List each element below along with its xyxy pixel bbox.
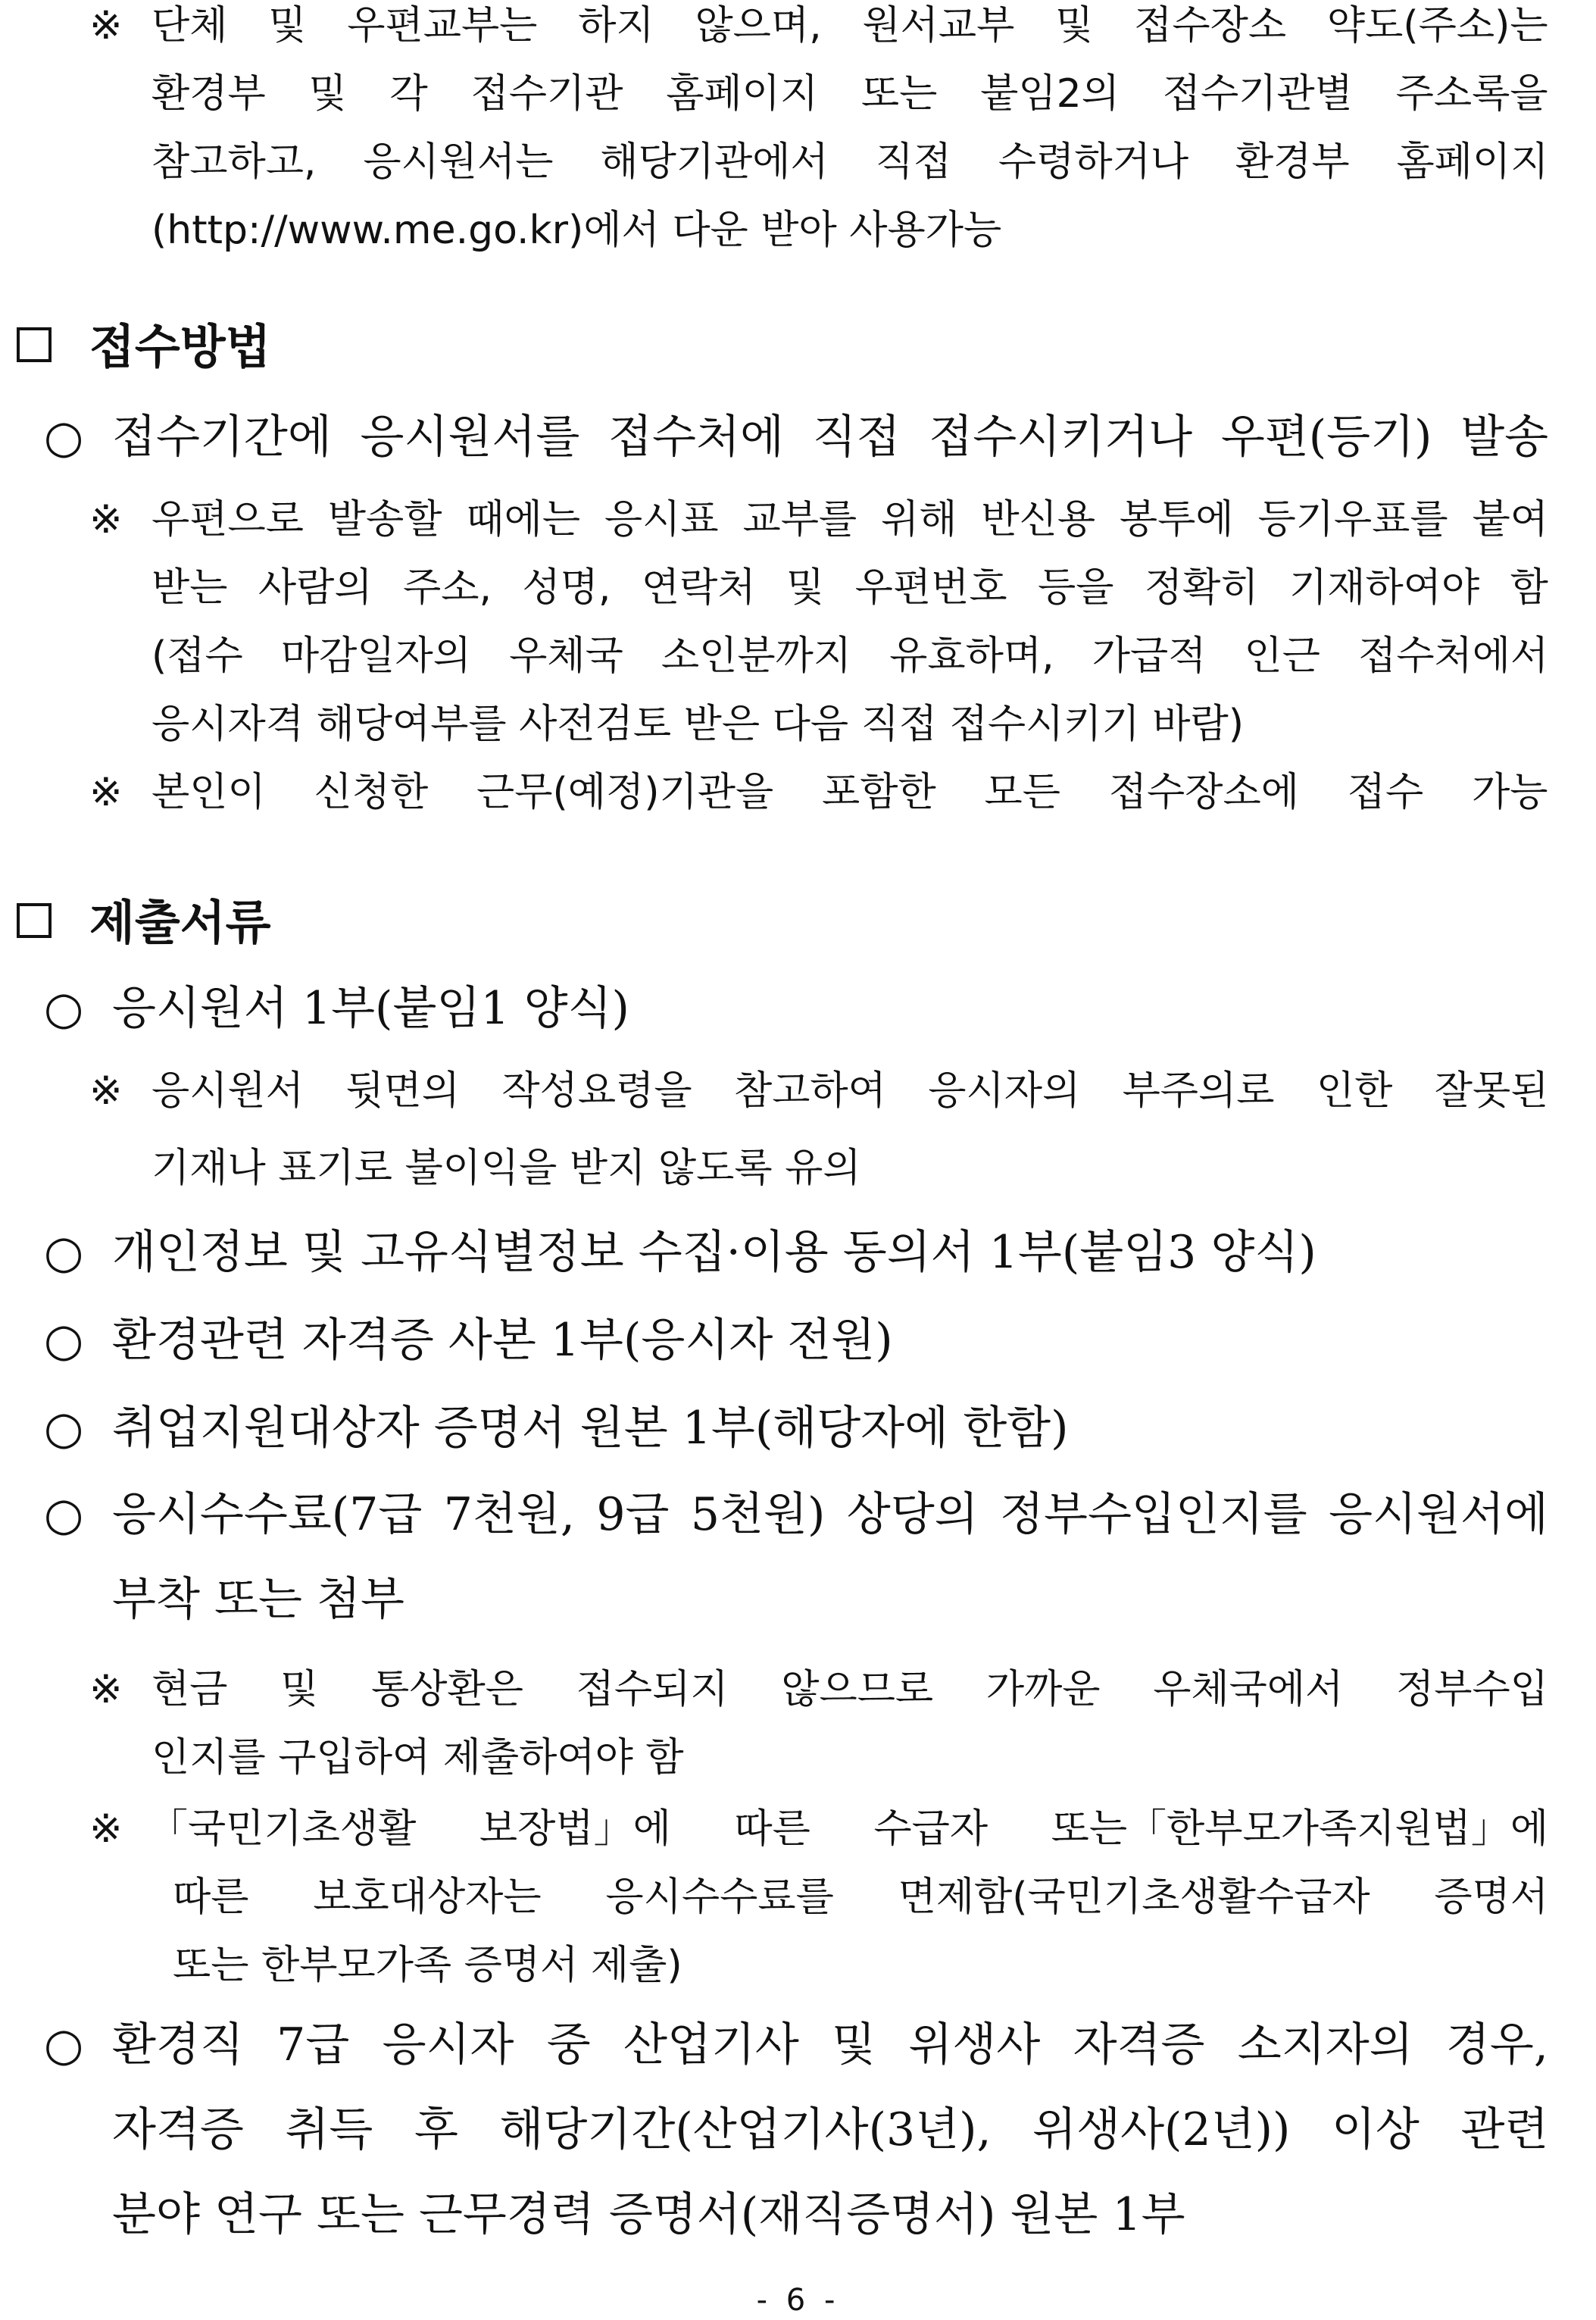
section-box-icon — [17, 903, 52, 938]
bullet-text: 환경직 7급 응시자 중 산업기사 및 위생사 자격증 소지자의 경우, — [112, 2018, 1548, 2071]
bullet-icon: ○ — [44, 1402, 84, 1455]
bullet-icon: ○ — [44, 2018, 84, 2071]
note-line: 「국민기초생활 보장법」에 따른 수급자 또는「한부모가족지원법」에 — [148, 1806, 1549, 1852]
note-line: 참고하고, 응시원서는 해당기관에서 직접 수령하거나 환경부 홈페이지 — [151, 139, 1549, 185]
note-mark: ※ — [89, 497, 123, 542]
note-mark: ※ — [89, 770, 123, 815]
section-title: 접수방법 — [89, 319, 271, 374]
bullet-icon: ○ — [44, 1226, 84, 1279]
bullet-icon: ○ — [44, 982, 84, 1035]
bullet-text: 분야 연구 또는 근무경력 증명서(재직증명서) 원본 1부 — [112, 2188, 1185, 2241]
note-line: (접수 마감일자의 우체국 소인분까지 유효하며, 가급적 인근 접수처에서 — [151, 633, 1549, 679]
note-mark: ※ — [89, 1068, 123, 1114]
note-line: (http://www.me.go.kr)에서 다운 받아 사용가능 — [151, 208, 1002, 253]
bullet-text: 자격증 취득 후 해당기간(산업기사(3년), 위생사(2년)) 이상 관련 — [112, 2103, 1549, 2156]
note-line: 우편으로 발송할 때에는 응시표 교부를 위해 반신용 봉투에 등기우표를 붙여 — [151, 497, 1548, 542]
section-title: 제출서류 — [89, 895, 271, 950]
note-line: 또는 한부모가족 증명서 제출) — [173, 1943, 682, 1988]
note-line: 응시원서 뒷면의 작성요령을 참고하여 응시자의 부주의로 인한 잘못된 — [151, 1068, 1549, 1114]
bullet-icon: ○ — [44, 1314, 84, 1367]
note-line: 현금 및 통상환은 접수되지 않으므로 가까운 우체국에서 정부수입 — [151, 1667, 1548, 1712]
note-line: 인지를 구입하여 제출하여야 함 — [151, 1735, 684, 1781]
note-line: 단체 및 우편교부는 하지 않으며, 원서교부 및 접수장소 약도(주소)는 — [151, 3, 1548, 48]
note-line: 본인이 신청한 근무(예정)기관을 포함한 모든 접수장소에 접수 가능 — [151, 770, 1548, 815]
note-line: 따른 보호대상자는 응시수수료를 면제함(국민기초생활수급자 증명서 — [173, 1874, 1549, 1920]
bullet-text: 응시원서 1부(붙임1 양식) — [112, 982, 629, 1035]
bullet-text: 응시수수료(7급 7천원, 9급 5천원) 상당의 정부수입인지를 응시원서에 — [112, 1488, 1548, 1541]
note-line: 받는 사람의 주소, 성명, 연락처 및 우편번호 등을 정확히 기재하여야 함 — [151, 565, 1548, 611]
bullet-icon: ○ — [44, 411, 84, 464]
bullet-text: 환경관련 자격증 사본 1부(응시자 전원) — [112, 1314, 893, 1367]
note-line: 기재나 표기로 불이익을 받지 않도록 유의 — [151, 1146, 861, 1191]
bullet-text: 취업지원대상자 증명서 원본 1부(해당자에 한함) — [112, 1402, 1069, 1455]
bullet-icon: ○ — [44, 1488, 84, 1541]
note-line: 환경부 및 각 접수기관 홈페이지 또는 붙임2의 접수기관별 주소록을 — [151, 71, 1548, 117]
section-box-icon — [17, 327, 52, 362]
page-number: - 6 - — [756, 2283, 840, 2318]
bullet-text: 접수기간에 응시원서를 접수처에 직접 접수시키거나 우편(등기) 발송 — [112, 411, 1549, 464]
note-mark: ※ — [89, 3, 123, 48]
note-mark: ※ — [89, 1806, 123, 1852]
note-line: 응시자격 해당여부를 사전검토 받은 다음 직접 접수시키기 바람) — [151, 702, 1245, 747]
bullet-text: 개인정보 및 고유식별정보 수집·이용 동의서 1부(붙임3 양식) — [112, 1226, 1316, 1279]
note-mark: ※ — [89, 1667, 123, 1712]
bullet-text: 부착 또는 첨부 — [112, 1573, 404, 1626]
